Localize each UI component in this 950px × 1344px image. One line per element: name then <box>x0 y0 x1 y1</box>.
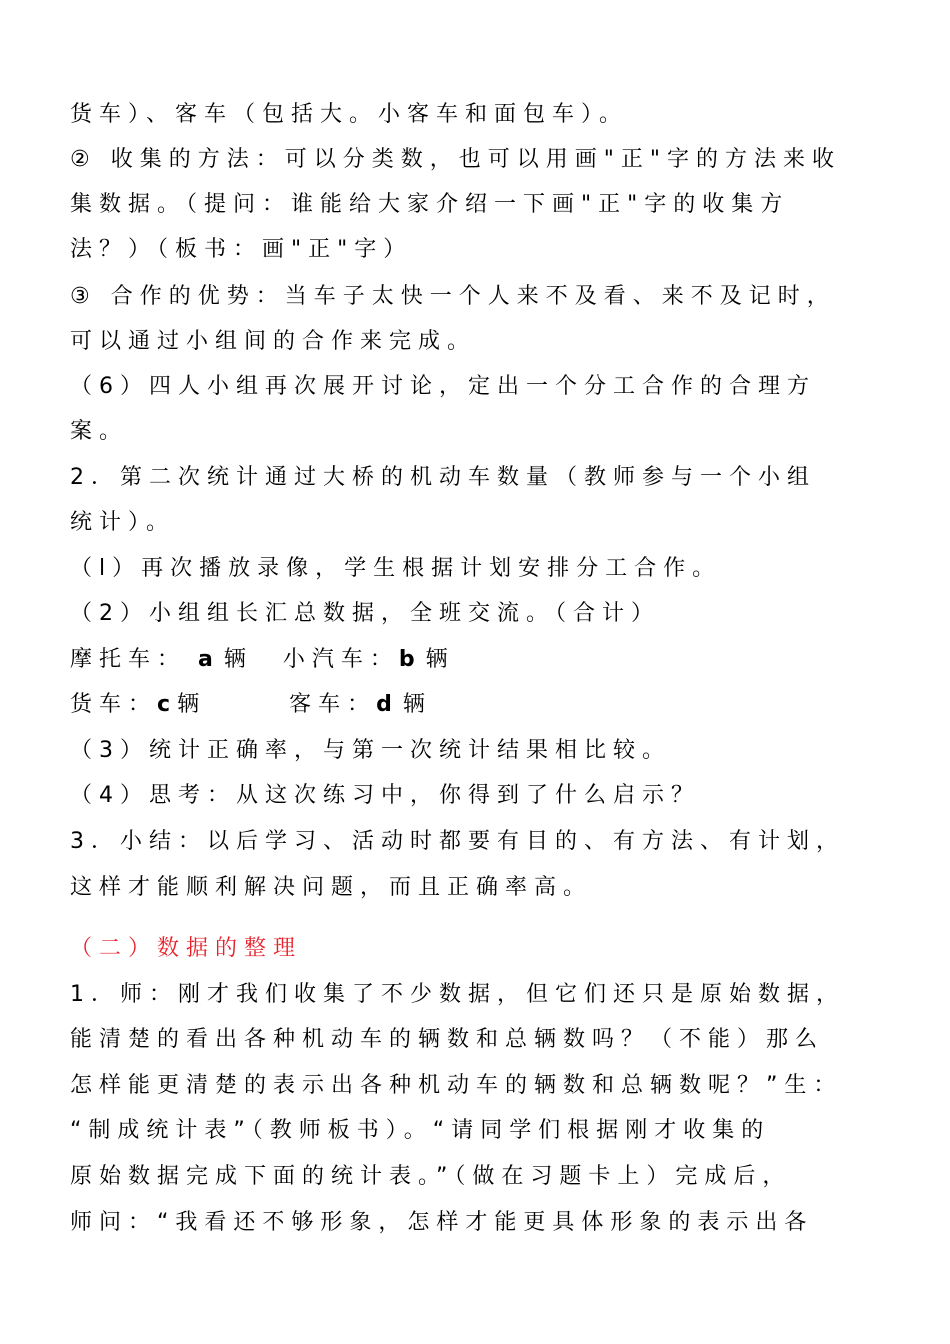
text-line: ③ 合作的优势：当车子太快一个人来不及看、来不及记时， <box>70 284 836 309</box>
text-line: ② 收集的方法：可以分类数，也可以用画"正"字的方法来收 <box>70 147 841 172</box>
text-line: 集数据。（提问：谁能给大家介绍一下画"正"字的收集方 <box>70 192 790 217</box>
motorcycle-label: 摩托车： <box>70 647 187 672</box>
bus-label: 客车： <box>289 692 377 717</box>
text-line: 原始数据完成下面的统计表。”（做在习题卡上）完成后， <box>70 1164 792 1189</box>
text-line: 这样才能顺利解决问题，而且正确率高。 <box>70 875 593 900</box>
text-line: （4）思考：从这次练习中，你得到了什么启示？ <box>70 783 700 808</box>
text-line: （3）统计正确率，与第一次统计结果相比较。 <box>70 738 671 763</box>
text-line: “制成统计表”（教师板书）。“请同学们根据刚才收集的 <box>70 1118 771 1143</box>
text-line: 怎样能更清楚的表示出各种机动车的辆数和总辆数呢？”生： <box>70 1073 843 1098</box>
bus-count: d <box>376 692 399 717</box>
unit-label: 辆 <box>402 692 432 717</box>
text-line: （2）小组组长汇总数据，全班交流。（合计） <box>70 601 660 626</box>
text-line: 1．师：刚才我们收集了不少数据，但它们还只是原始数据， <box>70 982 845 1007</box>
text-line: 3．小结：以后学习、活动时都要有目的、有方法、有计划， <box>70 829 845 854</box>
tally-line-2 <box>70 690 890 720</box>
car-label: 小汽车： <box>282 647 399 672</box>
motorcycle-count: a <box>198 647 220 672</box>
text-line: 能清楚的看出各种机动车的辆数和总辆数吗？（不能）那么 <box>70 1027 825 1052</box>
car-count: b <box>398 647 422 672</box>
unit-label: 辆 <box>425 647 455 672</box>
text-line: 师问：“我看还不够形象，怎样才能更具体形象的表示出各 <box>70 1210 814 1235</box>
truck-count: c <box>157 692 178 717</box>
tally-line-1 <box>70 645 890 675</box>
text-line: 2．第二次统计通过大桥的机动车数量（教师参与一个小组 <box>70 465 816 490</box>
text-line: 货车）、客车（包括大。小客车和面包车）。 <box>70 102 629 127</box>
text-line: （l）再次播放录像，学生根据计划安排分工合作。 <box>70 556 722 581</box>
text-line: 统计）。 <box>70 510 176 535</box>
unit-label: 辆 <box>223 647 253 672</box>
section-heading: （二）数据的整理 <box>70 936 303 961</box>
text-line: （6）四人小组再次展开讨论，定出一个分工合作的合理方 <box>70 374 816 399</box>
text-line: 法？）（板书：画"正"字） <box>70 237 413 262</box>
truck-label: 货车： <box>70 692 158 717</box>
unit-label: 辆 <box>177 692 200 717</box>
text-line: 可以通过小组间的合作来完成。 <box>70 329 477 354</box>
text-line: 案。 <box>70 419 129 444</box>
